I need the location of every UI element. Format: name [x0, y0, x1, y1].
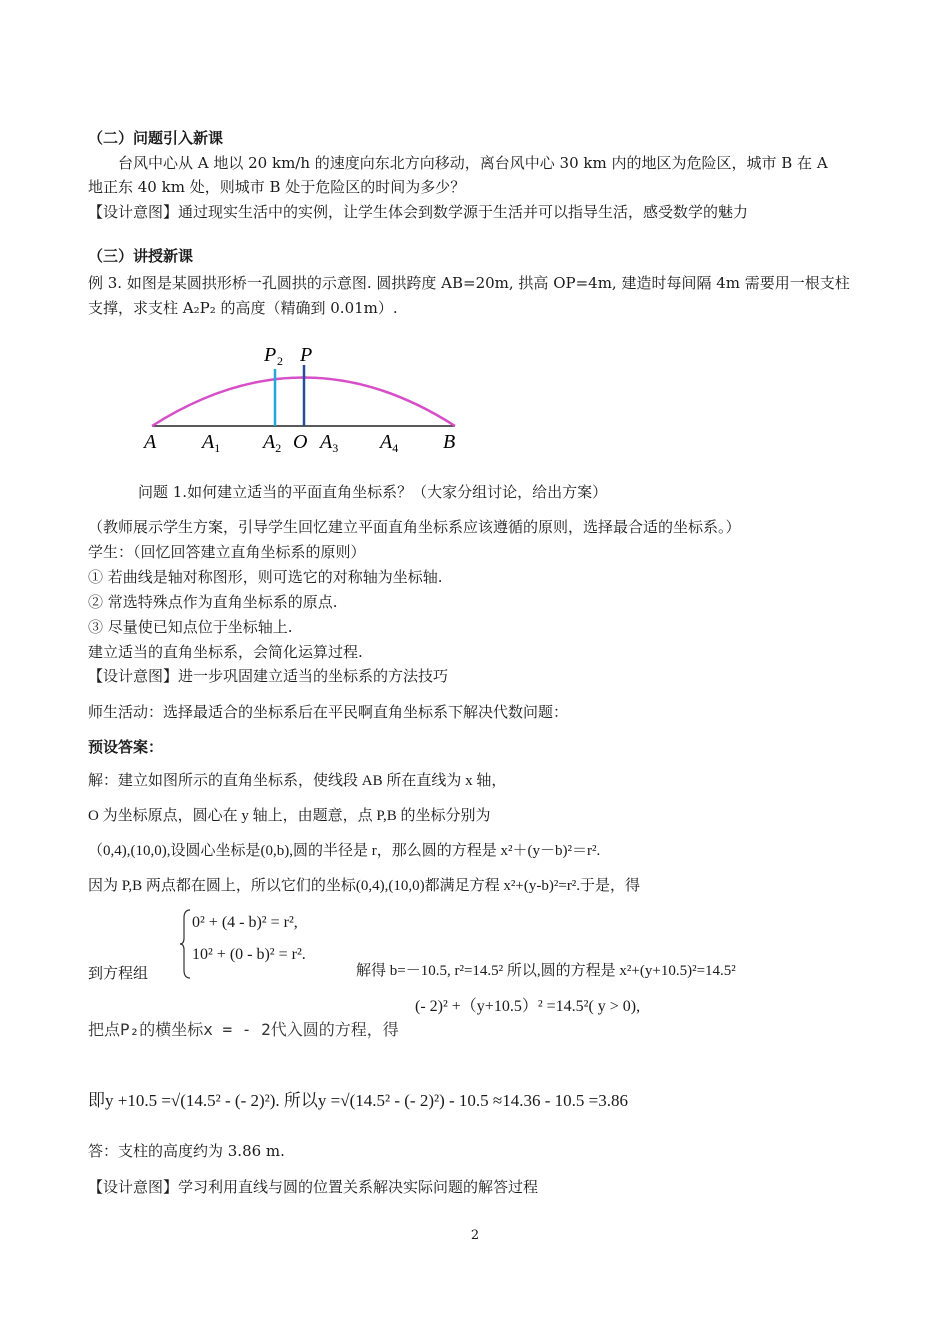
label-a4: $A_4$ [380, 431, 399, 455]
system-equation-2: 10² + (0 - b)² = r². [192, 946, 306, 963]
section2-body-line1: 台风中心从 A 地以 20 km/h 的速度向东北方向移动，离台风中心 30 km 内的地区为危险区，城市 B 在 A [118, 154, 828, 172]
page-number: 2 [470, 1228, 480, 1243]
arch-bridge-figure [130, 335, 470, 455]
system-equation-1: 0² + (4 - b)² = r², [192, 914, 298, 931]
teacher-note: （教师展示学生方案，引导学生回忆建立平面直角坐标系应该遵循的原则，选择最合适的坐标系。） [88, 518, 741, 536]
label-a1: $A_1$ [202, 431, 221, 455]
solution-step-5b: 解得 b=－10.5, r²=14.5² 所以,圆的方程是 x²+(y+10.5)²=14.5² [356, 963, 736, 979]
design-intent-1: 【设计意图】通过现实生活中的实例，让学生体会到数学源于生活并可以指导生活，感受数学的魅力 [88, 203, 749, 221]
section3-heading: （三）讲授新课 [88, 247, 194, 265]
principle-1: ① 若曲线是轴对称图形，则可选它的对称轴为坐标轴. [88, 568, 443, 586]
design-intent-2: 【设计意图】进一步巩固建立适当的坐标系的方法技巧 [88, 667, 449, 685]
label-o: O [293, 431, 308, 453]
solution-step-5a: 到方程组 [88, 964, 149, 982]
answer-heading: 预设答案： [88, 738, 164, 756]
principle-summary: 建立适当的直角坐标系，会简化运算过程. [88, 643, 363, 661]
label-a: A [144, 431, 157, 453]
teacher-student-activity: 师生活动：选择最适合的坐标系后在平民啊直角坐标系下解决代数问题： [88, 703, 569, 721]
example3-line2: 支撑，求支柱 A₂P₂ 的高度（精确到 0.01m）. [88, 299, 398, 317]
solution-step-3: （0,4),(10,0),设圆心坐标是(0,b),圆的半径是 r，那么圆的方程是 x²＋(y－b)²＝r². [88, 843, 601, 859]
question-1: 问题 1.如何建立适当的平面直角坐标系？（大家分组讨论，给出方案） [138, 483, 608, 501]
design-intent-3: 【设计意图】学习利用直线与圆的位置关系解决实际问题的解答过程 [88, 1178, 539, 1196]
solution-step-1: 解：建立如图所示的直角坐标系，使线段 AB 所在直线为 x 轴， [88, 773, 507, 789]
substituted-equation: (- 2)² +（y+10.5）² =14.5²( y > 0), [415, 998, 641, 1015]
student-intro: 学生：（回忆回答建立直角坐标系的原则） [88, 543, 366, 561]
solution-step-4: 因为 P,B 两点都在圆上，所以它们的坐标(0,4),(10,0)都满足方程 x²+(y-b)²=r².于是，得 [88, 878, 641, 894]
label-p: P [300, 344, 313, 366]
label-a3: $A_3$ [320, 431, 339, 455]
example3-line1: 例 3. 如图是某圆拱形桥一孔圆拱的示意图. 圆拱跨度 AB=20m, 拱高 OP=4m, 建造时每间隔 4m 需要用一根支柱 [88, 274, 850, 292]
section2-heading: （二）问题引入新课 [88, 129, 224, 147]
label-p2-sub: 2 [277, 354, 283, 368]
substitution-note: 把点P₂的横坐标x = - 2代入圆的方程，得 [88, 1020, 399, 1039]
principle-3: ③ 尽量使已知点位于坐标轴上. [88, 618, 293, 636]
final-answer: 答：支柱的高度约为 3.86 m. [88, 1142, 285, 1160]
solution-result: 即y +10.5 =√(14.5² - (- 2)²). 所以y =√(14.5² - (- 2)²) - 10.5 ≈14.36 - 10.5 =3.86 [88, 1091, 628, 1110]
equation-brace [180, 908, 192, 980]
principle-2: ② 常选特殊点作为直角坐标系的原点. [88, 593, 338, 611]
label-b: B [443, 431, 456, 453]
solution-step-2: O 为坐标原点，圆心在 y 轴上，由题意，点 P,B 的坐标分别为 [88, 808, 491, 824]
label-p2: P [264, 344, 277, 366]
label-a2: $A_2$ [263, 431, 282, 455]
section2-body-line2: 地正东 40 km 处，则城市 B 处于危险区的时间为多少？ [88, 178, 466, 196]
